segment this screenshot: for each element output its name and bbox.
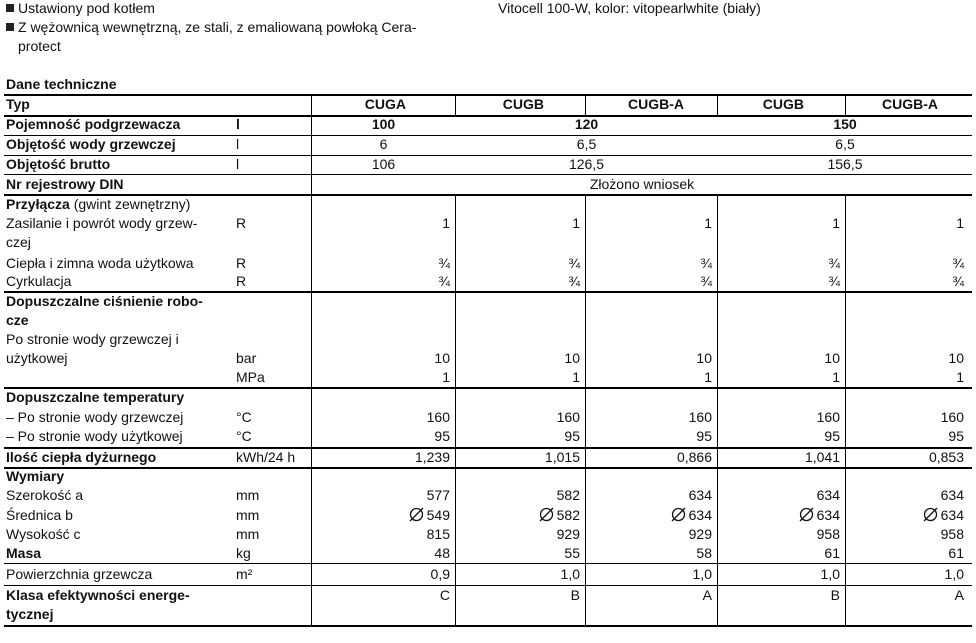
column-header: CUGB-A <box>628 96 684 112</box>
diameter-text: 582 <box>556 507 580 523</box>
diameter-text: 634 <box>816 507 840 523</box>
diameter-icon <box>923 507 938 522</box>
connection-unit: R <box>236 215 247 231</box>
connection-value: 1 <box>956 215 964 231</box>
din-label: Nr rejestrowy DIN <box>6 176 124 192</box>
pressure-value: 1 <box>704 369 712 385</box>
gross-volume-value: 126,5 <box>568 156 605 172</box>
table-rule <box>4 625 972 627</box>
dimension-value <box>456 506 580 525</box>
connection-unit: R <box>236 273 247 289</box>
bullet-item <box>6 18 416 37</box>
connections-title-text: Przyłącza <box>6 196 70 212</box>
diameter-icon <box>671 507 686 522</box>
heating-water-unit: l <box>236 136 240 152</box>
connection-value: ¾ <box>952 273 964 289</box>
bullet-text: Z wężownicą wewnętrzną, ze stali, z emaliowaną powłoką Cera- <box>18 19 417 35</box>
temperature-value: 95 <box>434 428 450 444</box>
dimension-row-label: Wysokość c <box>6 526 81 542</box>
dimension-value: 577 <box>426 487 450 503</box>
table-rule <box>4 467 972 469</box>
pressure-sublabel: użytkowej <box>6 350 68 366</box>
dimension-value: 815 <box>426 526 450 542</box>
diameter-icon <box>409 507 424 522</box>
temperature-unit: °C <box>236 409 252 425</box>
diameter-text: 634 <box>940 507 964 523</box>
heating-surface-label: Powierzchnia grzewcza <box>6 566 153 582</box>
gross-volume-value: 156,5 <box>827 156 863 172</box>
column-header: CUGB <box>502 96 544 112</box>
diameter-text: 634 <box>688 507 712 523</box>
connection-row-label: Cyrkulacja <box>6 273 72 289</box>
connection-value: ¾ <box>568 273 580 289</box>
dimension-unit: mm <box>236 526 260 542</box>
efficiency-value: B <box>830 587 840 603</box>
temperature-title: Dopuszczalne temperatury <box>6 389 185 405</box>
efficiency-value: A <box>702 587 712 603</box>
connection-value: 1 <box>572 215 580 231</box>
connection-row-label: Zasilanie i powrót wody grzew- <box>6 215 198 231</box>
gross-volume-value: 106 <box>371 156 396 172</box>
pressure-title: Dopuszczalne ciśnienie robo- <box>6 293 203 309</box>
capacity-value: 150 <box>833 116 857 132</box>
connection-value: ¾ <box>828 273 840 289</box>
dimension-value: 582 <box>556 487 580 503</box>
column-header: CUGB-A <box>882 96 938 112</box>
dimension-unit: mm <box>236 507 260 523</box>
pressure-value: 10 <box>696 350 712 366</box>
heating-surface-value: 0,9 <box>430 566 450 582</box>
standby-heat-value: 1,015 <box>544 449 580 465</box>
temperature-unit: °C <box>236 428 252 444</box>
heating-water-value: 6 <box>379 136 388 152</box>
heating-water-label: Objętość wody grzewczej <box>6 136 176 152</box>
dimension-value: 958 <box>816 526 840 542</box>
connection-value: ¾ <box>952 255 964 271</box>
temperature-value: 160 <box>688 409 712 425</box>
connection-value: ¾ <box>700 255 712 271</box>
mass-unit: kg <box>236 545 251 561</box>
capacity-unit: l <box>236 116 240 132</box>
mass-value: 61 <box>948 545 964 561</box>
type-header-label: Typ <box>6 96 30 112</box>
heating-water-value: 6,5 <box>576 136 597 152</box>
connection-value: ¾ <box>438 255 450 271</box>
pressure-value: 10 <box>564 350 580 366</box>
dimension-value: 634 <box>688 487 712 503</box>
dimension-value: 929 <box>556 526 580 542</box>
pressure-value: 1 <box>956 369 964 385</box>
heating-water-value: 6,5 <box>835 136 855 152</box>
dimension-value: 929 <box>688 526 712 542</box>
column-header: CUGA <box>364 96 406 112</box>
dimension-value: 634 <box>940 487 964 503</box>
standby-heat-value: 1,239 <box>414 449 450 465</box>
diameter-text: 549 <box>426 507 450 523</box>
heating-surface-value: 1,0 <box>820 566 840 582</box>
column-header: CUGB <box>762 96 804 112</box>
temperature-value: 160 <box>816 409 840 425</box>
bullet-square-icon <box>6 23 14 31</box>
gross-volume-unit: l <box>236 156 240 172</box>
dimensions-title: Wymiary <box>6 468 65 484</box>
mass-label: Masa <box>6 545 42 561</box>
temperature-value: 160 <box>556 409 580 425</box>
heating-surface-value: 1,0 <box>944 566 964 582</box>
connection-value: ¾ <box>828 255 840 271</box>
dimension-value: 634 <box>816 487 840 503</box>
mass-value: 48 <box>434 545 450 561</box>
temperature-row-label: – Po stronie wody użytkowej <box>6 428 183 444</box>
bullet-square-icon <box>6 4 14 12</box>
pressure-unit: MPa <box>236 369 265 385</box>
pressure-value: 10 <box>824 350 840 366</box>
dimension-row-label: Średnica b <box>6 507 73 523</box>
efficiency-value: A <box>954 587 964 603</box>
temperature-row-label: – Po stronie wody grzewczej <box>6 409 184 425</box>
pressure-value: 1 <box>442 369 450 385</box>
efficiency-value: C <box>439 587 450 603</box>
connection-row-label: Ciepła i zimna woda użytkowa <box>6 255 194 271</box>
dimension-value <box>718 506 840 525</box>
mass-value: 55 <box>564 545 580 561</box>
efficiency-label: tycznej <box>6 606 54 622</box>
pressure-value: 10 <box>948 350 964 366</box>
temperature-value: 160 <box>940 409 964 425</box>
connections-title-note: (gwint zewnętrzny) <box>73 196 191 212</box>
diameter-icon <box>799 507 814 522</box>
dimension-value: 958 <box>940 526 964 542</box>
connection-row-label: czej <box>6 234 31 250</box>
connection-value: 1 <box>704 215 712 231</box>
bullet-continuation: protect <box>18 38 61 54</box>
mass-value: 58 <box>696 545 712 561</box>
capacity-label: Pojemność podgrzewacza <box>6 116 181 132</box>
gross-volume-label: Objętość brutto <box>6 156 111 172</box>
heating-surface-unit: m² <box>236 566 253 582</box>
connection-value: 1 <box>442 215 450 231</box>
capacity-value: 100 <box>371 116 396 132</box>
connection-unit: R <box>236 255 247 271</box>
pressure-value: 1 <box>572 369 580 385</box>
dimension-value <box>312 506 450 525</box>
section-title: Dane techniczne <box>6 76 117 92</box>
temperature-value: 95 <box>948 428 964 444</box>
dimension-value <box>586 506 712 525</box>
pressure-value: 1 <box>832 369 840 385</box>
efficiency-label: Klasa efektywności energe- <box>6 587 190 603</box>
capacity-value: 120 <box>574 116 599 132</box>
standby-heat-label: Ilość ciepła dyżurnego <box>6 449 157 465</box>
pressure-title: cze <box>6 312 29 328</box>
temperature-value: 160 <box>426 409 450 425</box>
connection-value: 1 <box>832 215 840 231</box>
diameter-icon <box>539 507 554 522</box>
connection-value: ¾ <box>438 273 450 289</box>
pressure-unit: bar <box>236 350 257 366</box>
dimension-row-label: Szerokość a <box>6 487 84 503</box>
efficiency-value: B <box>570 587 580 603</box>
temperature-value: 95 <box>696 428 712 444</box>
connection-value: ¾ <box>568 255 580 271</box>
pressure-value: 10 <box>434 350 450 366</box>
bullet-text: Ustawiony pod kotłem <box>18 0 155 16</box>
dimension-value <box>846 506 964 525</box>
bullet-item <box>6 0 155 18</box>
standby-heat-value: 0,853 <box>928 449 964 465</box>
din-value: Złożono wniosek <box>589 176 695 192</box>
product-note: Vitocell 100-W, kolor: vitopearlwhite (biały) <box>498 0 761 16</box>
temperature-value: 95 <box>824 428 840 444</box>
pressure-sublabel: Po stronie wody grzewczej i <box>6 331 179 347</box>
heating-surface-value: 1,0 <box>692 566 712 582</box>
mass-value: 61 <box>824 545 840 561</box>
standby-heat-unit: kWh/24 h <box>236 449 296 465</box>
heating-surface-value: 1,0 <box>560 566 580 582</box>
table-rule <box>4 563 972 564</box>
standby-heat-value: 1,041 <box>804 449 840 465</box>
temperature-value: 95 <box>564 428 580 444</box>
connections-title <box>6 195 190 214</box>
dimension-unit: mm <box>236 487 260 503</box>
connection-value: ¾ <box>700 273 712 289</box>
standby-heat-value: 0,866 <box>676 449 712 465</box>
